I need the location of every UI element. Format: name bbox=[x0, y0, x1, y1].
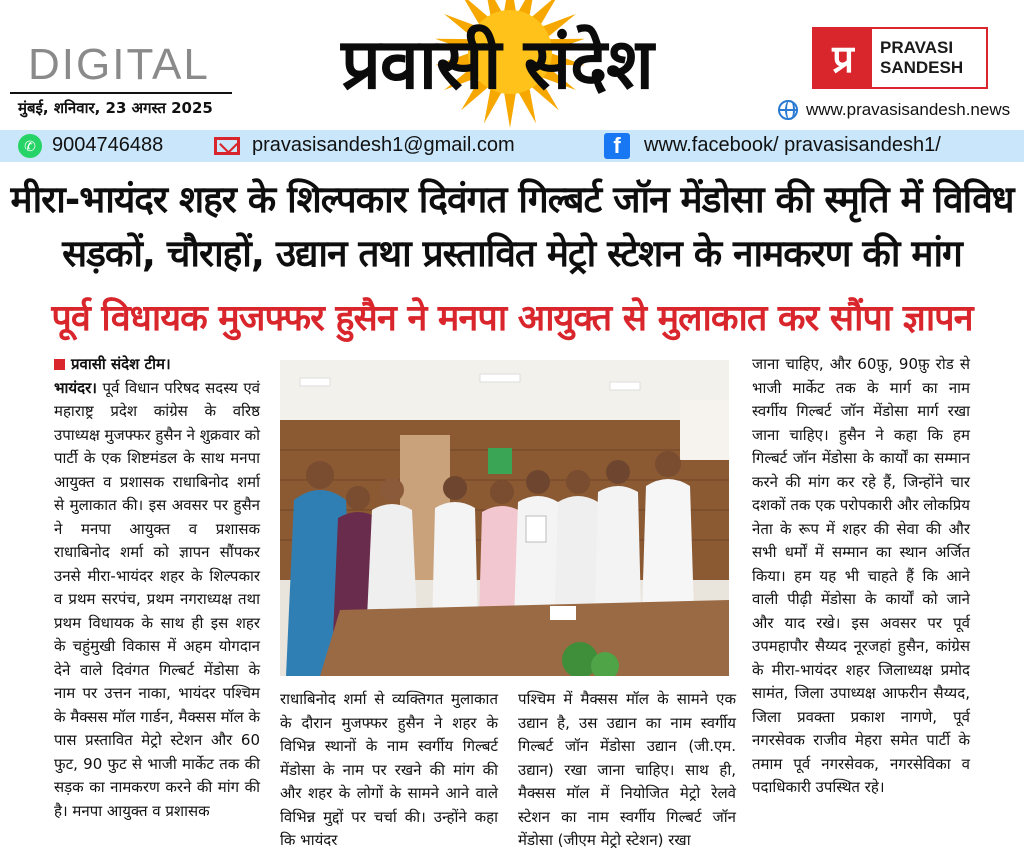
phone-number[interactable]: 9004746488 bbox=[52, 134, 164, 156]
headline-line-2: सड़कों, चौराहों, उद्यान तथा प्रस्तावित मेट्रो स्टेशन के नामकरण की मांग bbox=[62, 232, 962, 275]
column-1-body: पूर्व विधान परिषद सदस्य एवं महाराष्ट्र प्रदेश कांग्रेस के वरिष्ठ उपाध्यक्ष मुजफ्फर हुसैन ने शुक्रवार को पार्टी के एक शिष्टमंडल के साथ मनपा आयुक्त व प्रशासक राधाबिनोद शर्मा से मुलाकात की। इस अवसर पर हुसैन ने मनपा आयुक्त व प्रशासक राधाबिनोद शर्मा को ज्ञापन सौंपकर उनसे मीरा-भायंदर शहर के शिल्पकार व प्रथम सरपंच, प्रथम नगराध्यक्ष तथा प्रथम विधायक के साथ ही इस शहर के चहुंमुखी विकास में अहम योगदान देने वाले दिवंगत गिल्बर्ट मेंडोसा के नाम पर उत्तन नाका, भायंदर पश्चिम के मैक्सस मॉल गार्डन, मैक्सस मॉल के पास प्रस्तावित मेट्रो स्टेशन और 60 फुट, 90 फुट से भाजी मार्केट तक की सड़क का नामकरण करने की मांग की है। मनपा आयुक्त व प्रशासक bbox=[54, 378, 260, 820]
dateline: मुंबई, शनिवार, 23 अगस्त 2025 bbox=[18, 99, 213, 117]
facebook-icon: f bbox=[604, 133, 630, 159]
brand-line-2: SANDESH bbox=[880, 58, 964, 77]
whatsapp-icon: ✆ bbox=[18, 134, 42, 158]
brand-logo bbox=[812, 27, 988, 89]
byline-bullet-icon bbox=[54, 359, 65, 370]
masthead bbox=[0, 0, 1024, 128]
digital-label: DIGITAL bbox=[28, 40, 210, 89]
digital-divider bbox=[10, 92, 232, 94]
dateline-place: भायंदर। bbox=[54, 378, 97, 397]
news-photo bbox=[280, 360, 729, 676]
mail-icon bbox=[214, 137, 240, 155]
email-address[interactable]: pravasisandesh1@gmail.com bbox=[252, 134, 515, 156]
contact-bar bbox=[0, 130, 1024, 162]
article-column-3: पश्चिम में मैक्सस मॉल के सामने एक उद्यान है, उस उद्यान का नाम स्वर्गीय गिल्बर्ट जॉन मेंडोसा उद्यान (जी.एम. उद्यान) रखा जाना चाहिए। साथ ही, मैक्सस मॉल में नियोजित मेट्रो रेलवे स्टेशन का नाम स्वर्गीय गिल्बर्ट जॉन मेंडोसा (जीएम मेट्रो स्टेशन) रखा bbox=[518, 690, 736, 849]
globe-icon bbox=[778, 100, 798, 120]
byline-text: प्रवासी संदेश टीम। bbox=[71, 355, 171, 373]
facebook-url[interactable]: www.facebook/ pravasisandesh1/ bbox=[644, 134, 941, 156]
brand-name bbox=[872, 38, 963, 78]
website-link[interactable] bbox=[778, 100, 1010, 120]
article-text-1 bbox=[54, 377, 260, 824]
article-column-1 bbox=[54, 353, 260, 823]
brand-mark-icon: प्र bbox=[814, 29, 872, 87]
newspaper-title: प्रवासी संदेश bbox=[341, 23, 653, 105]
article-column-2: राधाबिनोद शर्मा से व्यक्तिगत मुलाकात के दौरान मुजफ्फर हुसैन ने शहर के विभिन्न स्थानों के नाम स्वर्गीय गिल्बर्ट मेंडोसा के नाम पर रखने की मांग की और शहर के लोगों के सामने आने वाले विभिन्न मुद्दों पर चर्चा की। उन्होंने कहा कि भायंदर bbox=[280, 690, 498, 849]
subheadline: पूर्व विधायक मुजफ्फर हुसैन ने मनपा आयुक्त से मुलाकात कर सौंपा ज्ञापन bbox=[51, 298, 973, 339]
byline bbox=[54, 353, 260, 377]
website-url[interactable]: www.pravasisandesh.news bbox=[806, 100, 1011, 119]
article-column-4: जाना चाहिए, और 60फ़ु, 90फ़ु रोड से भाजी मार्केट तक के मार्ग का नाम स्वर्गीय गिल्बर्ट जॉन मेंडोसा मार्ग रखा जाना चाहिए। हुसैन ने कहा कि हम गिल्बर्ट जॉन मेंडोसा के कार्यों का सम्मान करने की मांग कर रहे हैं, जिन्होंने चार दशकों तक एक परोपकारी और लोकप्रिय नेता के रूप में शहर की सेवा की और सभी धर्मों में सम्मान का स्थान अर्जित किया। हम यह भी चाहते हैं कि आने वाली पीढ़ी मेंडोसा के कार्यों को जाने और याद रखे। इस अवसर पर पूर्व उपमहापौर सैय्यद नूरजहां हुसैन, कांग्रेस के मीरा-भायंदर शहर जिलाध्यक्ष प्रमोद सामंत, जिला उपाध्यक्ष आफरीन सैय्यद, जिला प्रवक्ता प्रकाश नागणे, पूर्व नगरसेवक राजीव मेहरा समेत पार्टी के तमाम पूर्व नगरसेवक, नगरसेविका व पदाधिकारी उपस्थित रहे। bbox=[752, 355, 970, 796]
headline-line-1: मीरा-भायंदर शहर के शिल्पकार दिवंगत गिल्बर्ट जॉन मेंडोसा की स्मृति में विविध bbox=[10, 178, 1014, 221]
brand-line-1: PRAVASI bbox=[880, 38, 954, 57]
